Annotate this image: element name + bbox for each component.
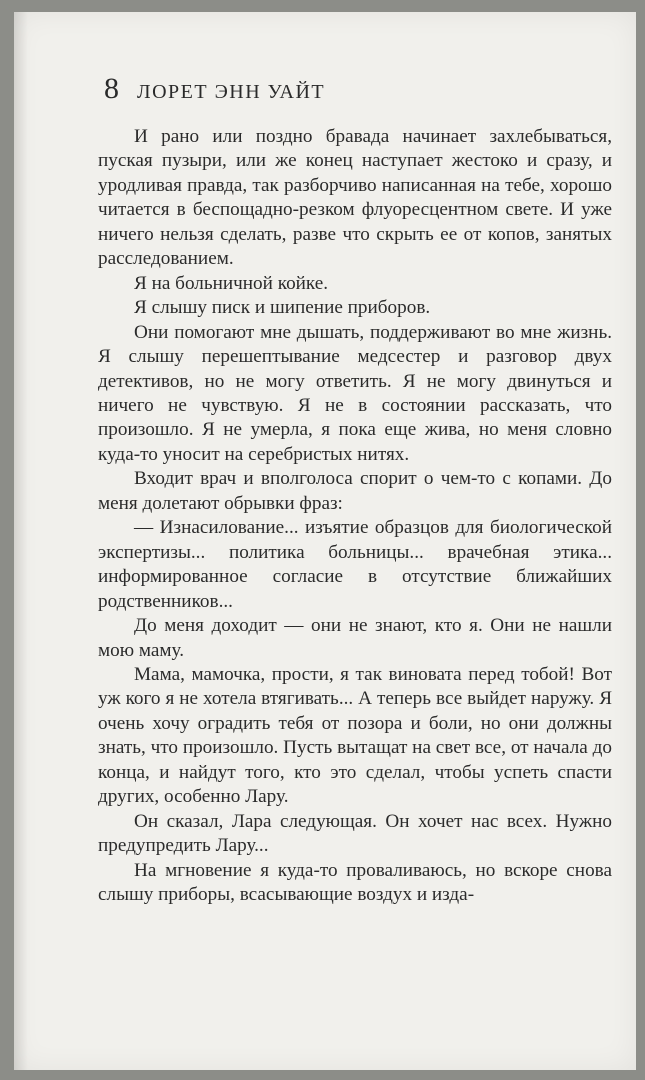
paragraph: Мама, мамочка, прости, я так виновата перед тобой! Вот уж кого я не хотела втягивать... А теперь все выйдет наружу. Я очень хочу оградить тебя от позора и боли, но они должны знать, что произошло. Пусть вытащат на свет все, от начала до конца, и найдут того, кто это сделал, чтобы успеть спасти других, особенно Лару. (98, 663, 612, 808)
paragraph: Я слышу писк и шипение приборов. (134, 297, 431, 319)
paragraph: Входит врач и вполголоса спорит о чем-то с копами. До меня долетают обрывки фраз: (98, 468, 612, 514)
body-text (98, 125, 612, 908)
book-page (14, 12, 636, 1070)
paragraph: На мгновение я куда-то проваливаюсь, но вскоре снова слышу приборы, всасывающие воздух и изда- (98, 859, 612, 906)
paragraph: Я на больничной койке. (134, 272, 329, 294)
paragraph: Они помогают мне дышать, поддерживают во мне жизнь. Я слышу перешептывание медсестер и разговор двух детективов, но не могу ответить. Я не могу двинуться и ничего не чувствую. Я не в состоянии рассказать, что произошло. Я не умерла, я пока еще жива, но меня словно куда-то уносит на серебристых нитях. (98, 321, 612, 465)
paragraph: И рано или поздно бравада начинает захлебываться, пуская пузыри, или же конец наступает жестоко и сразу, и уродливая правда, так разборчиво написанная на тебе, хорошо читается в беспощадно-резком флуоресцентном свете. И уже ничего нельзя сделать, разве что скрыть ее от копов, занятых расследованием. (98, 126, 612, 270)
paragraph: До меня доходит — они не знают, кто я. Они не нашли мою маму. (98, 615, 612, 661)
page-number: 8 (104, 72, 119, 105)
paragraph: — Изнасилование... изъятие образцов для биологической экспертизы... политика больницы... врачебная этика... информированное согласие в отсутствие ближайших родственников... (98, 517, 612, 612)
book-author: ЛОРЕТ ЭНН УАЙТ (137, 81, 326, 103)
running-head (104, 72, 325, 112)
paragraph: Он сказал, Лара следующая. Он хочет нас всех. Нужно предупредить Лару... (98, 810, 612, 857)
